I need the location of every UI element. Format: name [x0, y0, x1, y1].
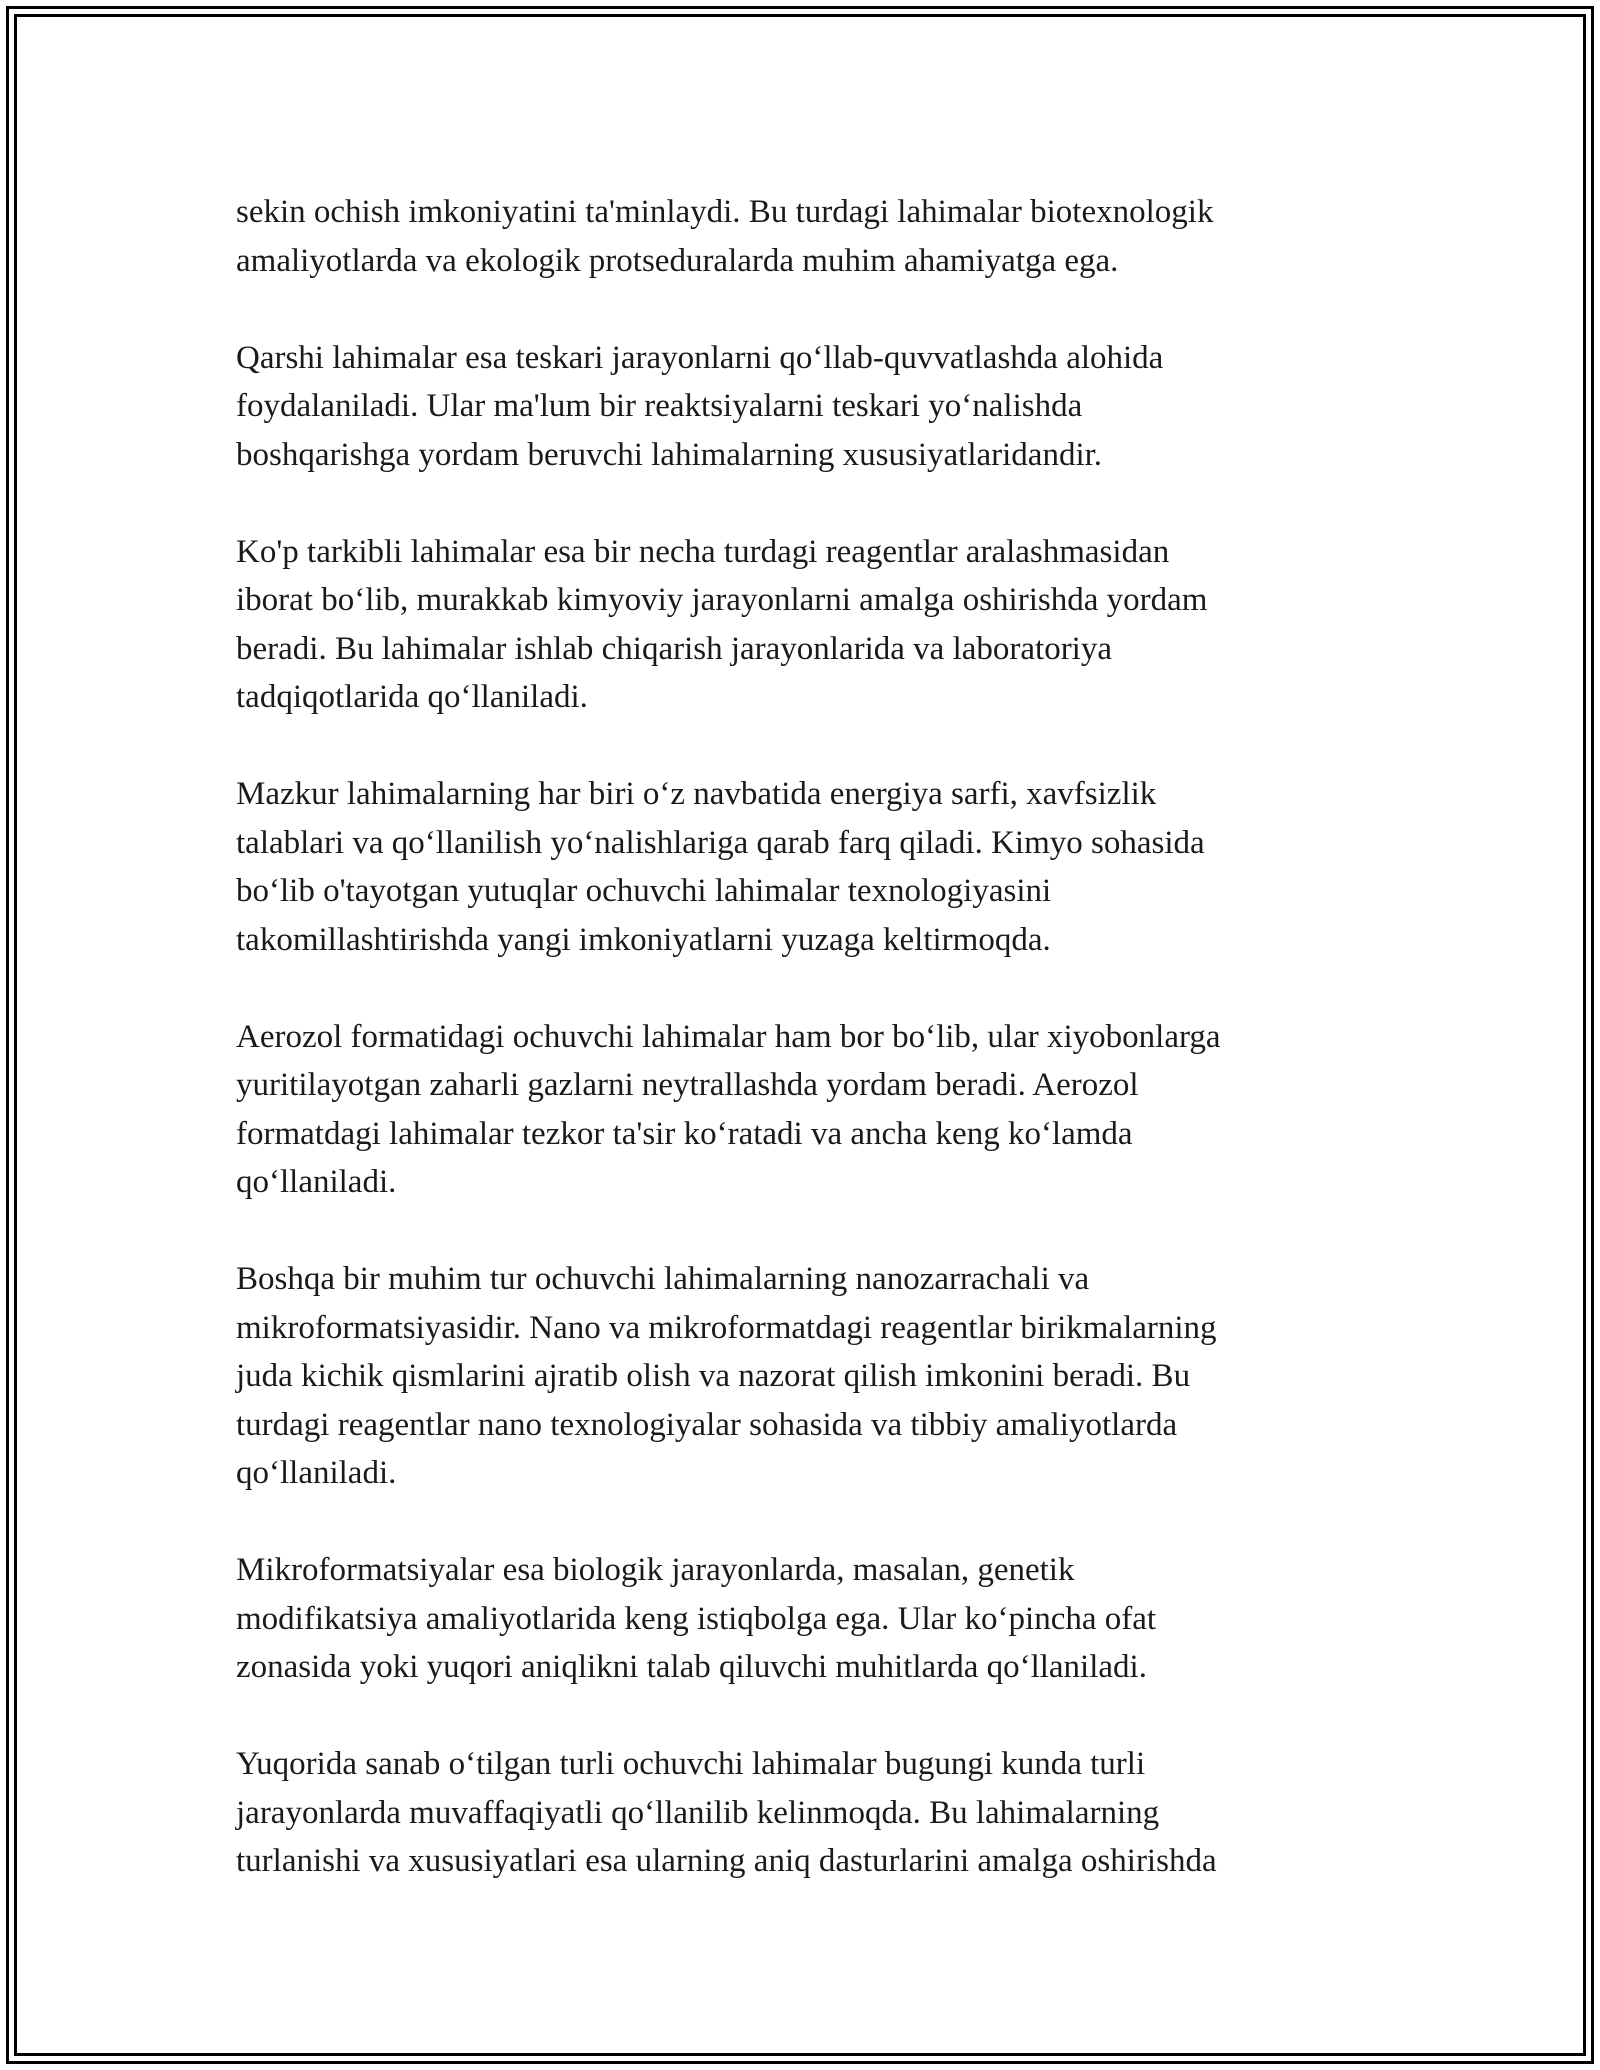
- paragraph: Yuqorida sanab o‘tilgan turli ochuvchi lahimalar bugungi kunda turli jarayonlarda muvaffaqiyatli qo‘llanilib kelinmoqda. Bu lahimalarning turlanishi va xususiyatlari esa ularning aniq dasturlarini amalga oshirishda: [236, 1746, 1217, 1879]
- paragraph: Boshqa bir muhim tur ochuvchi lahimalarning nanozarrachali va mikroformatsiyasidir. Nano va mikroformatdagi reagentlar birikmalarning juda kichik qismlarini ajratib olish va nazorat qilish imkonini beradi. Bu turdagi reagentlar nano texnologiyalar sohasida va tibbiy amaliyotlarda qo‘llaniladi.: [236, 1261, 1217, 1491]
- paragraph: Ko'p tarkibli lahimalar esa bir necha turdagi reagentlar aralashmasidan iborat bo‘lib, murakkab kimyoviy jarayonlarni amalga oshirishda yordam beradi. Bu lahimalar ishlab chiqarish jarayonlarida va laboratoriya tadqiqotlarida qo‘llaniladi.: [236, 533, 1208, 715]
- document-body: [236, 188, 1386, 1934]
- paragraph: sekin ochish imkoniyatini ta'minlaydi. Bu turdagi lahimalar biotexnologik amaliyotlarda va ekologik protseduralarda muhim ahamiyatga ega.: [236, 194, 1214, 279]
- paragraph: Mazkur lahimalarning har biri o‘z navbatida energiya sarfi, xavfsizlik talablari va qo‘llanilish yo‘nalishlariga qarab farq qiladi. Kimyo sohasida bo‘lib o'tayotgan yutuqlar ochuvchi lahimalar texnologiyasini takomillashtirishda yangi imkoniyatlarni yuzaga keltirmoqda.: [236, 776, 1205, 958]
- paragraph: Aerozol formatidagi ochuvchi lahimalar ham bor bo‘lib, ular xiyobonlarga yuritilayotgan zaharli gazlarni neytrallashda yordam beradi. Aerozol formatdagi lahimalar tezkor ta'sir ko‘ratadi va ancha keng ko‘lamda qo‘llaniladi.: [236, 1018, 1221, 1200]
- paragraph: Mikroformatsiyalar esa biologik jarayonlarda, masalan, genetik modifikatsiya amaliyotlarida keng istiqbolga ega. Ular ko‘pincha ofat zonasida yoki yuqori aniqlikni talab qiluvchi muhitlarda qo‘llaniladi.: [236, 1552, 1157, 1685]
- paragraph: Qarshi lahimalar esa teskari jarayonlarni qo‘llab-quvvatlashda alohida foydalaniladi. Ular ma'lum bir reaktsiyalarni teskari yo‘nalishda boshqarishga yordam beruvchi lahimalarning xususiyatlaridandir.: [236, 339, 1164, 473]
